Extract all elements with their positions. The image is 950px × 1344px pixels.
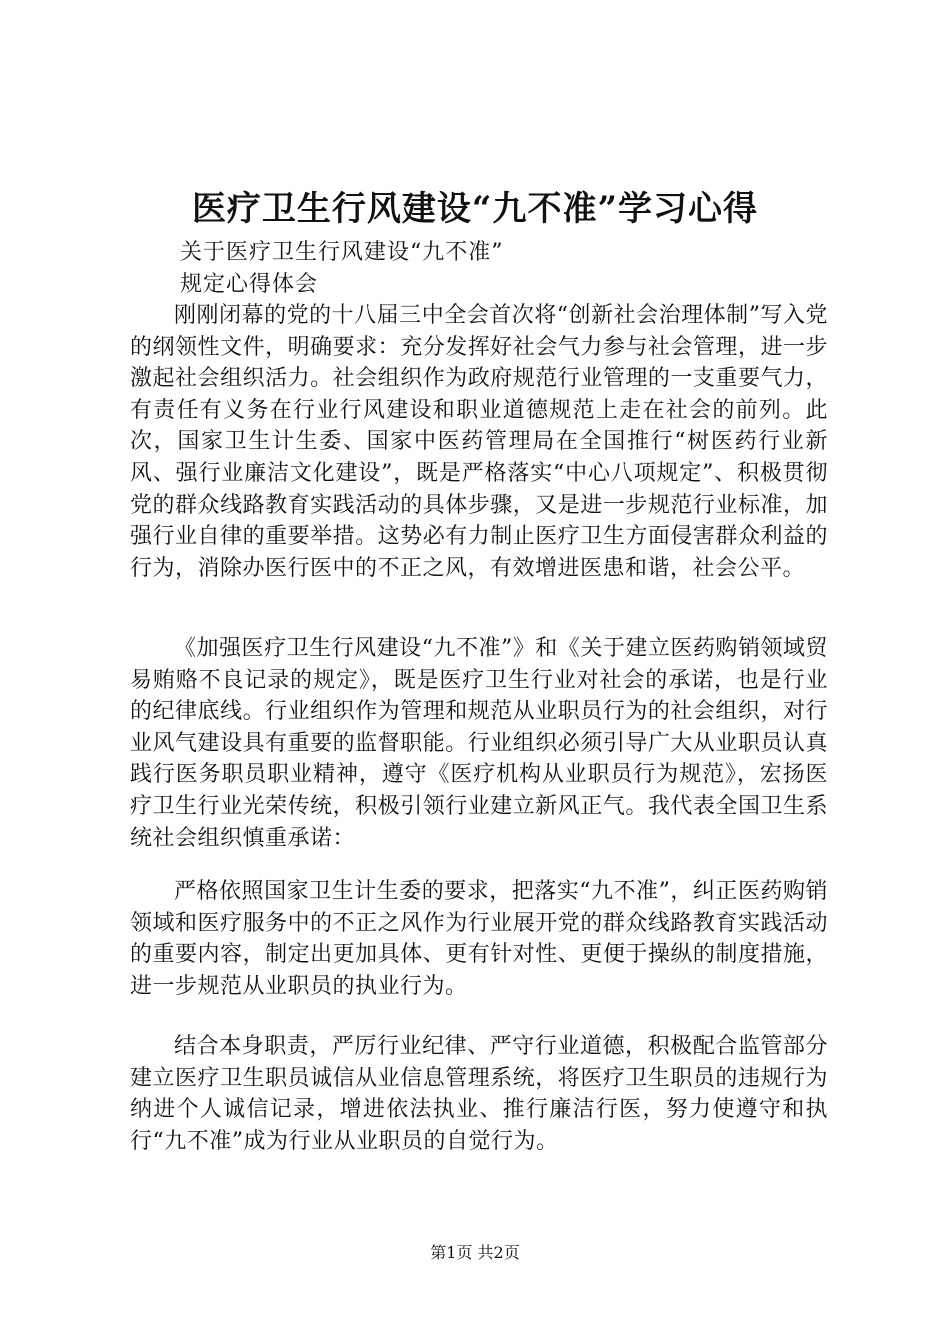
page-number-footer: 第1页 共2页 (430, 1243, 520, 1262)
document-subtitle-line-1: 关于医疗卫生行风建设“九不准” (180, 240, 504, 265)
document-subtitle-line-2: 规定心得体会 (180, 272, 319, 297)
body-paragraph-3: 严格依照国家卫生计生委的要求，把落实“九不准”，纠正医药购销领域和医疗服务中的不正之风作为行业展开党的群众线路教育实践活动的重要内容，制定出更加具体、更有针对性、更便于操纵的制度措施，进一步规范从业职员的执业行为。 (130, 879, 828, 999)
body-paragraph-4: 结合本身职责，严厉行业纪律、严守行业道德，积极配合监管部分建立医疗卫生职员诚信从业信息管理系统，将医疗卫生职员的违规行为纳进个人诚信记录，增进依法执业、推行廉洁行医，努力使遵守和执行“九不准”成为行业从业职员的自觉行为。 (130, 1034, 828, 1154)
document-title: 医疗卫生行风建设“九不准”学习心得 (191, 189, 759, 229)
body-paragraph-2: 《加强医疗卫生行风建设“九不准”》和《关于建立医药购销领域贸易贿赂不良记录的规定》，既是医疗卫生行业对社会的承诺，也是行业的纪律底线。行业组织作为管理和规范从业职员行为的社会组织，对行业风气建设具有重要的监督职能。行业组织必须引导广大从业职员认真践行医务职员职业精神，遵守《医疗机构从业职员行为规范》，宏扬医疗卫生行业光荣传统，积极引领行业建立新风正气。我代表全国卫生系统社会组织慎重承诺： (130, 636, 828, 851)
body-paragraph-1: 刚刚闭幕的党的十八届三中全会首次将“创新社会治理体制”写入党的纲领性文件，明确要求：充分发挥好社会气力参与社会管理，进一步激起社会组织活力。社会组织作为政府规范行业管理的一支重要气力，有责任有义务在行业行风建设和职业道德规范上走在社会的前列。此次，国家卫生计生委、国家中医药管理局在全国推行“树医药行业新风、强行业廉洁文化建设”，既是严格落实“中心八项规定”、积极贯彻党的群众线路教育实践活动的具体步骤，又是进一步规范行业标准，加强行业自律的重要举措。这势必有力制止医疗卫生方面侵害群众利益的行为，消除办医行医中的不正之风，有效增进医患和谐，社会公平。 (130, 303, 828, 581)
